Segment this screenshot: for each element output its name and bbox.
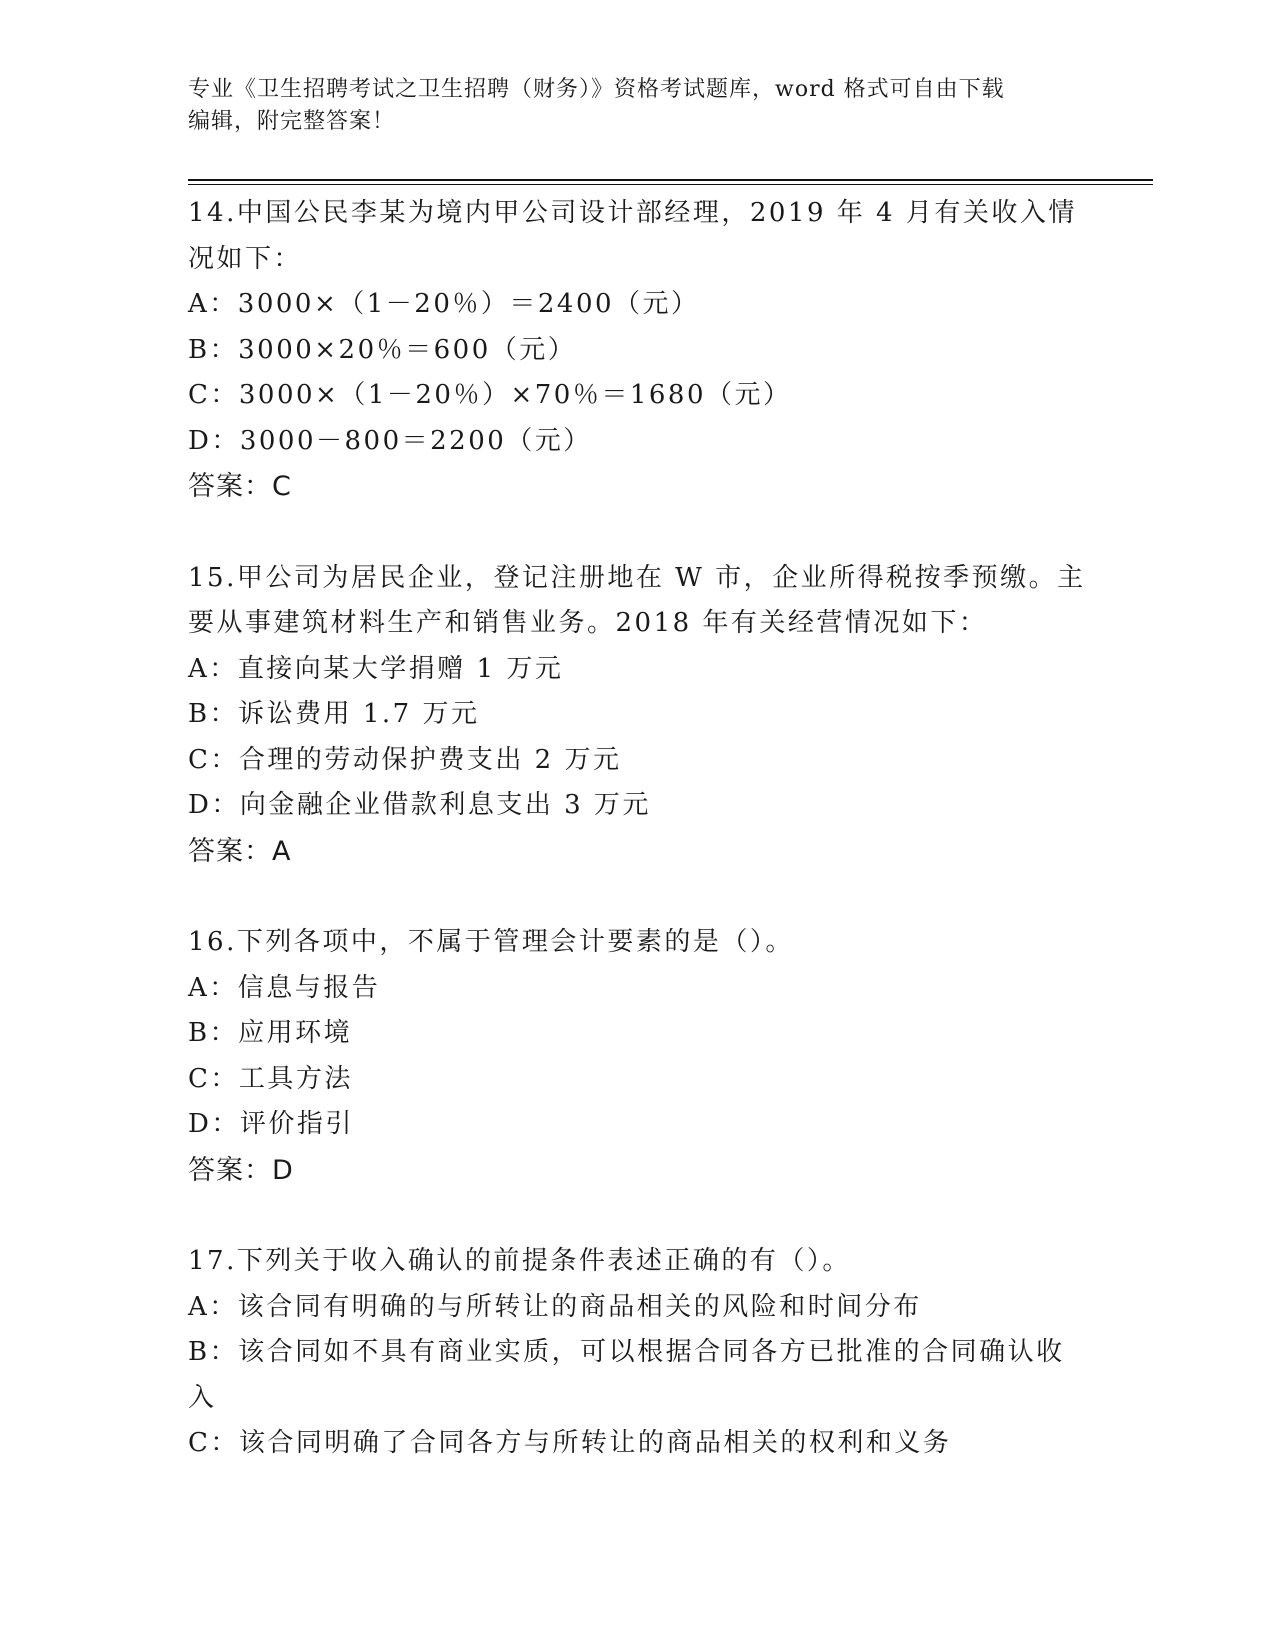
document-header (188, 74, 1088, 138)
option-a: A：信息与报告 (188, 972, 381, 1003)
question-15 (188, 556, 1088, 875)
question-14 (188, 191, 1088, 510)
header-divider-thin (188, 184, 1153, 185)
header-divider-thick (188, 179, 1153, 181)
option-b: B：3000×20％＝600（元） (188, 334, 577, 365)
question-stem: 15.甲公司为居民企业，登记注册地在 W 市，企业所得税按季预缴。主要从事建筑材料生产和销售业务。2018 年有关经营情况如下： (188, 562, 1086, 638)
answer: 答案：A (188, 835, 292, 867)
header-line-2: 编辑，附完整答案！ (188, 109, 396, 134)
question-stem: 14.中国公民李某为境内甲公司设计部经理，2019 年 4 月有关收入情况如下： (188, 198, 1077, 274)
header-line-1: 专业《卫生招聘考试之卫生招聘（财务）》资格考试题库，word 格式可自由下载 (188, 77, 1005, 102)
question-17 (188, 1239, 1088, 1467)
question-stem: 16.下列各项中，不属于管理会计要素的是（）。 (188, 927, 794, 957)
answer: 答案：D (188, 1154, 294, 1186)
option-d: D：向金融企业借款利息支出 3 万元 (188, 790, 651, 820)
option-d: D：3000－800＝2200（元） (188, 425, 592, 456)
question-stem: 17.下列关于收入确认的前提条件表述正确的有（）。 (188, 1246, 851, 1276)
option-b: B：该合同如不具有商业实质，可以根据合同各方已批准的合同确认收入 (188, 1337, 1065, 1413)
option-c: C：合理的劳动保护费支出 2 万元 (188, 744, 622, 775)
question-spacer (188, 1193, 1088, 1239)
option-d: D：评价指引 (188, 1109, 354, 1139)
question-spacer (188, 510, 1088, 556)
option-b: B：应用环境 (188, 1018, 353, 1048)
answer: 答案：C (188, 471, 292, 502)
option-c: C：工具方法 (188, 1063, 353, 1094)
option-a: A：3000×（1－20％）＝2400（元） (188, 289, 700, 319)
option-b: B：诉讼费用 1.7 万元 (188, 699, 480, 729)
question-16 (188, 920, 1088, 1193)
option-c: C：该合同明确了合同各方与所转让的商品相关的权利和义务 (188, 1428, 952, 1458)
option-a: A：该合同有明确的与所转让的商品相关的风险和时间分布 (188, 1291, 922, 1322)
question-spacer (188, 874, 1088, 920)
question-list (188, 191, 1088, 1467)
option-a: A：直接向某大学捐赠 1 万元 (188, 653, 564, 684)
option-c: C：3000×（1－20％）×70％＝1680（元） (188, 380, 792, 410)
